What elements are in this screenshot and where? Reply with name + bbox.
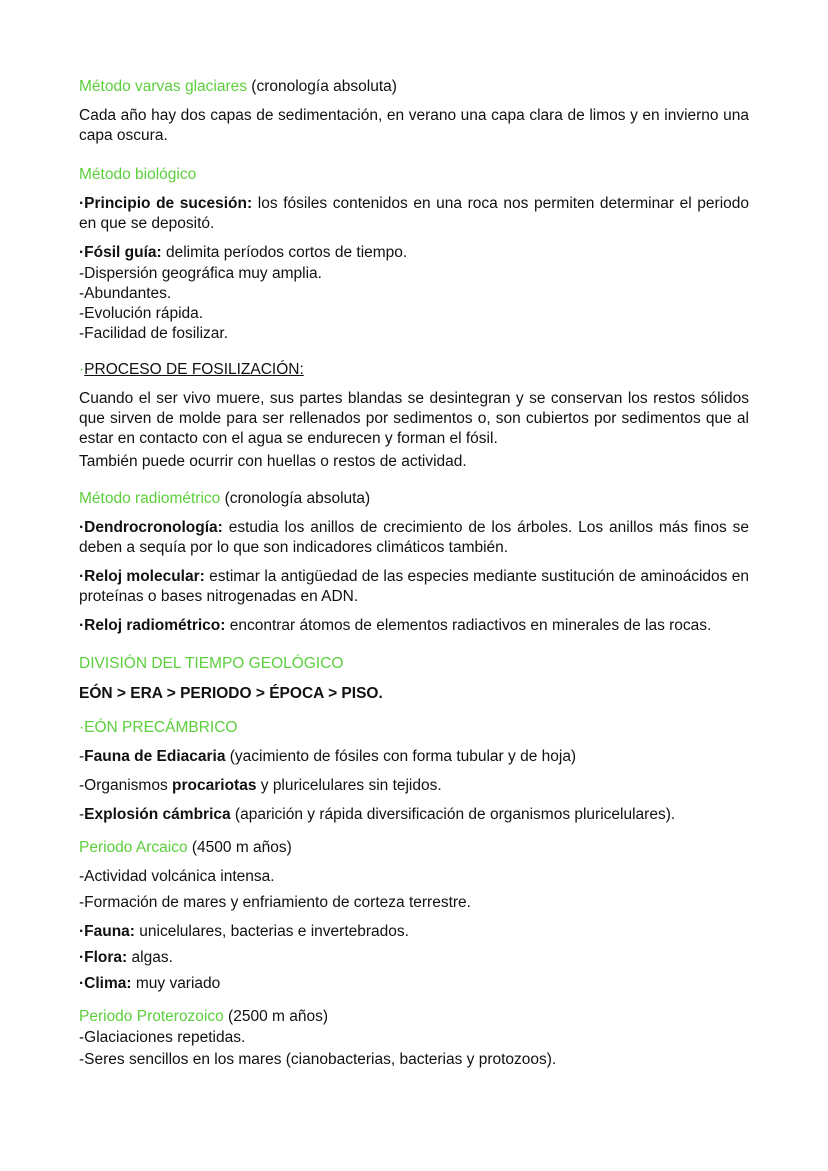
arcaico-title: Periodo Arcaico — [79, 839, 188, 856]
varvas-body: Cada año hay dos capas de sedimentación, en verano una capa clara de limos y en invierno una capa oscura. — [79, 107, 749, 144]
proterozoico-item-2: -Seres sencillos en los mares (cianobacterias, bacterias y protozoos). — [79, 1051, 557, 1068]
explosion-term: Explosión cámbrica — [84, 806, 231, 823]
guia-paragraph — [79, 243, 749, 263]
varvas-heading — [79, 77, 749, 97]
item-prefix: - — [79, 806, 85, 823]
arcaico-item-2: -Formación de mares y enfriamiento de corteza terrestre. — [79, 894, 471, 911]
ediacaria-text: (yacimiento de fósiles con forma tubular y de hoja) — [225, 748, 577, 765]
dendro-text: estudia los anillos de crecimiento de los árboles. Los anillos más finos se deben a sequía por lo que son indicadores climáticos también. — [79, 519, 749, 556]
arcaico-note: (4500 m años) — [187, 839, 292, 856]
guia-list-item: -Facilidad de fosilizar. — [79, 325, 229, 342]
division-hierarchy — [79, 684, 749, 704]
guia-list-item: -Dispersión geográfica muy amplia. — [79, 265, 322, 282]
division-title: DIVISIÓN DEL TIEMPO GEOLÓGICO — [79, 655, 344, 672]
radiometrico-title: Método radiométrico — [79, 490, 221, 507]
procariotas-term: procariotas — [172, 777, 257, 794]
precambrico-item-1 — [79, 747, 749, 767]
molecular-term: ·Reloj molecular: — [79, 568, 205, 585]
ediacaria-term: Fauna de Ediacaria — [84, 748, 226, 765]
sucesion-term: ·Principio de sucesión: — [79, 195, 253, 212]
biologico-title: Método biológico — [79, 166, 197, 183]
fosilizacion-heading — [79, 360, 749, 380]
clima-text: muy variado — [131, 975, 221, 992]
dendro-paragraph — [79, 518, 749, 558]
flora-text: algas. — [127, 949, 173, 966]
hierarchy-text: EÓN > ERA > PERIODO > ÉPOCA > PISO. — [79, 685, 383, 702]
radiometric-text: encontrar átomos de elementos radiactivos en minerales de las rocas. — [225, 617, 712, 634]
proterozoico-item-1: -Glaciaciones repetidas. — [79, 1029, 246, 1046]
precambrico-item-3 — [79, 805, 749, 825]
procariotas-text: y pluricelulares sin tejidos. — [256, 777, 442, 794]
molecular-text: estimar la antigüedad de las especies mediante sustitución de aminoácidos en proteínas o bases nitrogenadas en ADN. — [79, 568, 749, 605]
explosion-text: (aparición y rápida diversificación de organismos pluricelulares). — [230, 806, 676, 823]
arcaico-fauna — [79, 922, 749, 942]
molecular-paragraph — [79, 567, 749, 607]
precambrico-item-2 — [79, 776, 749, 796]
sucesion-paragraph — [79, 194, 749, 234]
radiometric-paragraph — [79, 616, 749, 636]
fauna-term: ·Fauna: — [79, 923, 135, 940]
fosilizacion-body: Cuando el ser vivo muere, sus partes blandas se desintegran y se conservan los restos sólidos que sirven de molde para ser rellenados por sedimentos o, son cubiertos por sedimentos que al estar en contacto con el agua se endurecen y forman el fósil. — [79, 390, 749, 447]
clima-term: ·Clima: — [79, 975, 132, 992]
radiometric-term: ·Reloj radiométrico: — [79, 617, 226, 634]
precambrico-title: ·EÓN PRECÁMBRICO — [79, 719, 238, 736]
varvas-title: Método varvas glaciares — [79, 78, 247, 95]
arcaico-item-1: -Actividad volcánica intensa. — [79, 868, 275, 885]
fosilizacion-body-2: También puede ocurrir con huellas o restos de actividad. — [79, 453, 467, 470]
fosilizacion-bullet: · — [79, 361, 85, 378]
proterozoico-title: Periodo Proterozoico — [79, 1008, 224, 1025]
radiometrico-note: (cronología absoluta) — [220, 490, 371, 507]
fauna-text: unicelulares, bacterias e invertebrados. — [134, 923, 409, 940]
flora-term: ·Flora: — [79, 949, 128, 966]
guia-term: ·Fósil guía: — [79, 244, 162, 261]
proterozoico-heading — [79, 1007, 749, 1027]
varvas-note: (cronología absoluta) — [247, 78, 397, 95]
item-prefix: - — [79, 748, 85, 765]
dendro-term: ·Dendrocronología: — [79, 519, 223, 536]
guia-list-item: -Abundantes. — [79, 285, 172, 302]
proterozoico-note: (2500 m años) — [223, 1008, 328, 1025]
arcaico-flora — [79, 948, 749, 968]
guia-list-item: -Evolución rápida. — [79, 305, 204, 322]
arcaico-heading — [79, 838, 749, 858]
arcaico-clima — [79, 974, 749, 994]
guia-text: delimita períodos cortos de tiempo. — [161, 244, 408, 261]
item-prefix: -Organismos — [79, 777, 173, 794]
sucesion-text: los fósiles contenidos en una roca nos permiten determinar el periodo en que se depositó. — [79, 195, 750, 232]
fosilizacion-title: PROCESO DE FOSILIZACIÓN: — [84, 361, 304, 378]
radiometrico-heading — [79, 489, 749, 509]
